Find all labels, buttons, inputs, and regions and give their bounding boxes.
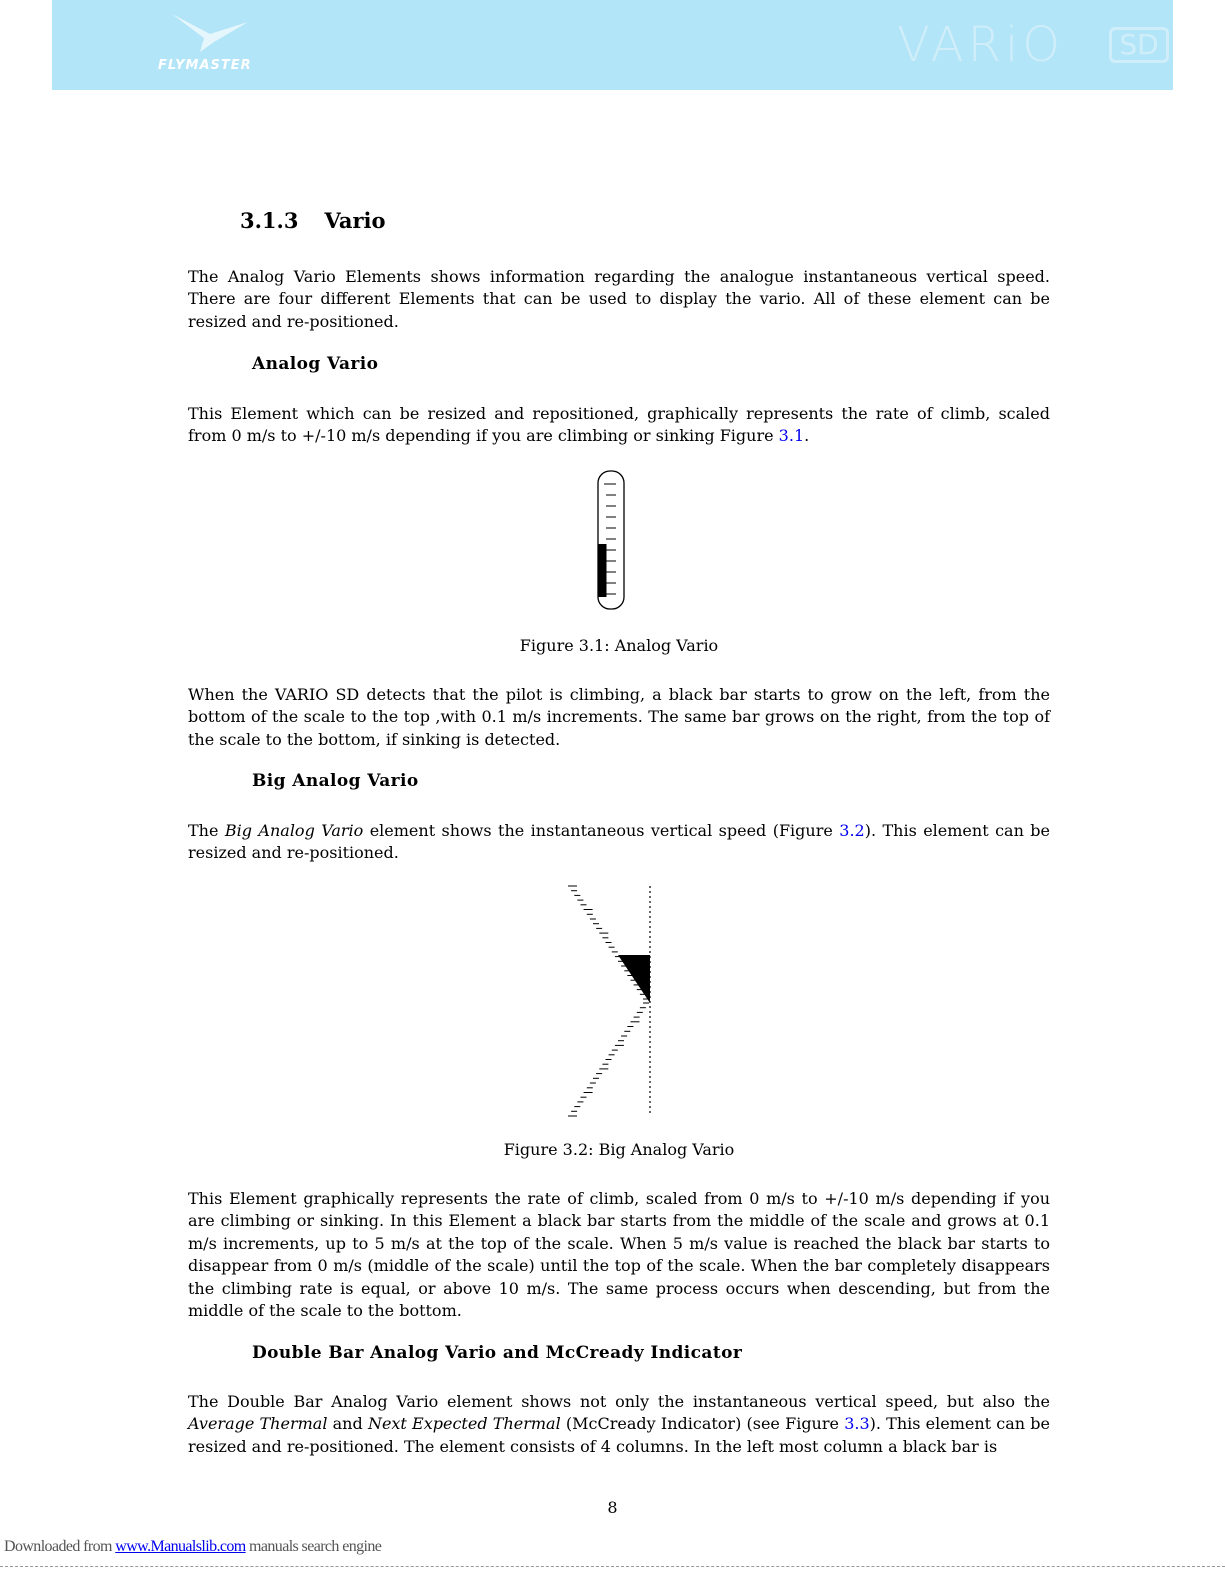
double-bar-text-and: and	[327, 1414, 368, 1434]
section-heading	[240, 208, 386, 233]
average-thermal-term: Average Thermal	[188, 1414, 328, 1434]
big-analog-vario-figure	[568, 882, 658, 1122]
brand-name: FLYMASTER	[158, 58, 252, 73]
product-logo-text: VARiO	[897, 17, 1065, 73]
big-analog-vario-emphasis: Big Analog Vario	[224, 821, 364, 840]
section-title: Vario	[324, 208, 386, 233]
analog-vario-text: This Element which can be resized and repositioned, graphically represents the rate of climb, scaled from 0 m/s to +/-10 m/s depending if you are climbing or sinking Figure	[188, 404, 1050, 446]
figure-3-2-link[interactable]: 3.2	[839, 821, 865, 840]
page-number: 8	[607, 1498, 618, 1517]
wing-icon	[170, 12, 250, 52]
intro-paragraph: The Analog Vario Elements shows information regarding the analogue instantaneous vertical speed. There are four different Elements that can be used to display the vario. All of these element can be resized and re-positioned.	[188, 267, 1050, 331]
next-expected-thermal-term: Next Expected Thermal	[367, 1414, 561, 1434]
footer-suffix: manuals search engine	[245, 1538, 382, 1555]
big-analog-vario-paragraph	[188, 820, 1050, 865]
footer-prefix: Downloaded from	[4, 1538, 116, 1555]
figure-3-1-link[interactable]: 3.1	[778, 426, 805, 446]
analog-vario-text-end: .	[804, 426, 810, 446]
double-bar-text: The Double Bar Analog Vario element shows not only the instantaneous vertical speed, but also the	[188, 1392, 1050, 1411]
figure-3-2-caption: Figure 3.2: Big Analog Vario	[503, 1140, 735, 1159]
double-bar-text-mid: (McCready Indicator) (see Figure	[560, 1414, 845, 1434]
analog-vario-paragraph	[188, 403, 1050, 448]
double-bar-paragraph	[188, 1391, 1050, 1458]
footer-rule	[0, 1566, 1225, 1567]
product-logo-badge: SD	[1109, 27, 1169, 63]
analog-vario-figure	[595, 470, 629, 612]
big-analog-vario-heading: Big Analog Vario	[252, 771, 419, 791]
section-number: 3.1.3	[240, 208, 299, 233]
double-bar-text-end: ). This element can be resized and re-positioned. The element consists of 4 columns. In the left most column a black bar is	[188, 1414, 1051, 1456]
download-footer	[4, 1538, 381, 1556]
figure-3-3-link[interactable]: 3.3	[844, 1414, 870, 1434]
big-analog-vario-description: This Element graphically represents the rate of climb, scaled from 0 m/s to +/-10 m/s depending if you are climbing or sinking. In this Element a black bar starts from the middle of the scale and grows at 0.1 m/s increments, up to 5 m/s at the top of the scale. When 5 m/s value is reached the black bar starts to disappear from 0 m/s (middle of the scale) until the top of the scale. When the bar completely disappears the climbing rate is equal, or above 10 m/s. The same process occurs when descending, but from the middle of the scale to the bottom.	[188, 1189, 1050, 1321]
big-analog-vario-text: The	[188, 821, 225, 840]
header-banner	[52, 0, 1173, 90]
analog-vario-description: When the VARIO SD detects that the pilot is climbing, a black bar starts to grow on the left, from the bottom of the scale to the top ,with 0.1 m/s increments. The same bar grows on the right, from the top of the scale to the bottom, if sinking is detected.	[188, 685, 1050, 749]
big-analog-vario-text-mid: element shows the instantaneous vertical speed (Figure	[363, 821, 840, 840]
manualslib-link[interactable]: www.Manualslib.com	[115, 1538, 246, 1555]
big-analog-vario-text-end: ). This element can be resized and re-positioned.	[188, 821, 1051, 863]
double-bar-heading: Double Bar Analog Vario and McCready Indicator	[252, 1343, 743, 1363]
figure-3-1-caption: Figure 3.1: Analog Vario	[519, 636, 719, 655]
analog-vario-heading: Analog Vario	[252, 354, 379, 374]
flymaster-logo	[152, 12, 272, 77]
